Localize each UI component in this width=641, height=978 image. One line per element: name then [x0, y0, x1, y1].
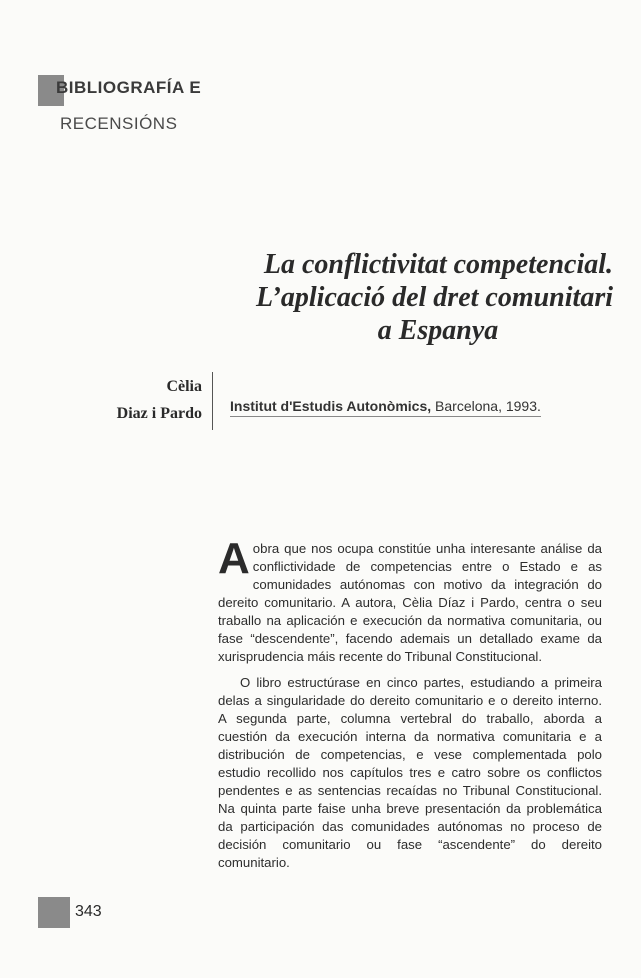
- author-last-name: Diaz i Pardo: [116, 405, 202, 422]
- paragraph-1: [218, 534, 602, 666]
- book-title: [193, 248, 613, 347]
- page-marker-block: [38, 897, 70, 928]
- publisher-info: [230, 398, 541, 417]
- title-line1: La conflictivitat competencial.: [263, 249, 613, 280]
- section-heading-line2: RECENSIÓNS: [60, 114, 178, 133]
- paragraph-1-text: obra que nos ocupa constitúe unha interesante análise da conflictividade de competencias entre o Estado e as comunidades autónomas con motivo da integración do dereito comunitario. A autora, Cèlia Díaz i Pardo, centra o seu traballo na aplicación e execución da normativa comunitaria, ou fase “descendente”, facendo ademais un detallado exame da xurisprudencia máis recente do Tribunal Constitucional.: [218, 541, 602, 664]
- author-first-name: Cèlia: [166, 378, 202, 395]
- paragraph-2: O libro estructúrase en cinco partes, estudiando a primeira delas a singularidade do dereito comunitario e o dereito interno. A segunda parte, columna vertebral do traballo, aborda a cuestión da execución interna da normativa comunitaria e a distribución de competencias, e vese complementada polo estudio recollido nos capítulos tres e catro sobre os conflictos pendentes e as sentencias recaídas no Tribunal Constitucional. Na quinta parte faise unha breve presentación da problemática da participación das comunidades autónomas no proceso de decisión comunitario ou fase “ascendente” do dereito comunitario.: [218, 675, 602, 870]
- author: [90, 373, 202, 427]
- drop-cap: A: [218, 534, 250, 583]
- title-line2: L’aplicació del dret comunitari: [256, 282, 613, 313]
- author-divider: [212, 372, 213, 430]
- section-heading-line1: BIBLIOGRAFÍA E: [56, 78, 202, 97]
- publisher-place-year: Barcelona, 1993.: [435, 398, 541, 414]
- page-number: 343: [75, 903, 102, 920]
- review-body: [218, 534, 602, 880]
- title-line3: a Espanya: [377, 315, 499, 346]
- publisher-name: Institut d'Estudis Autonòmics,: [230, 398, 432, 414]
